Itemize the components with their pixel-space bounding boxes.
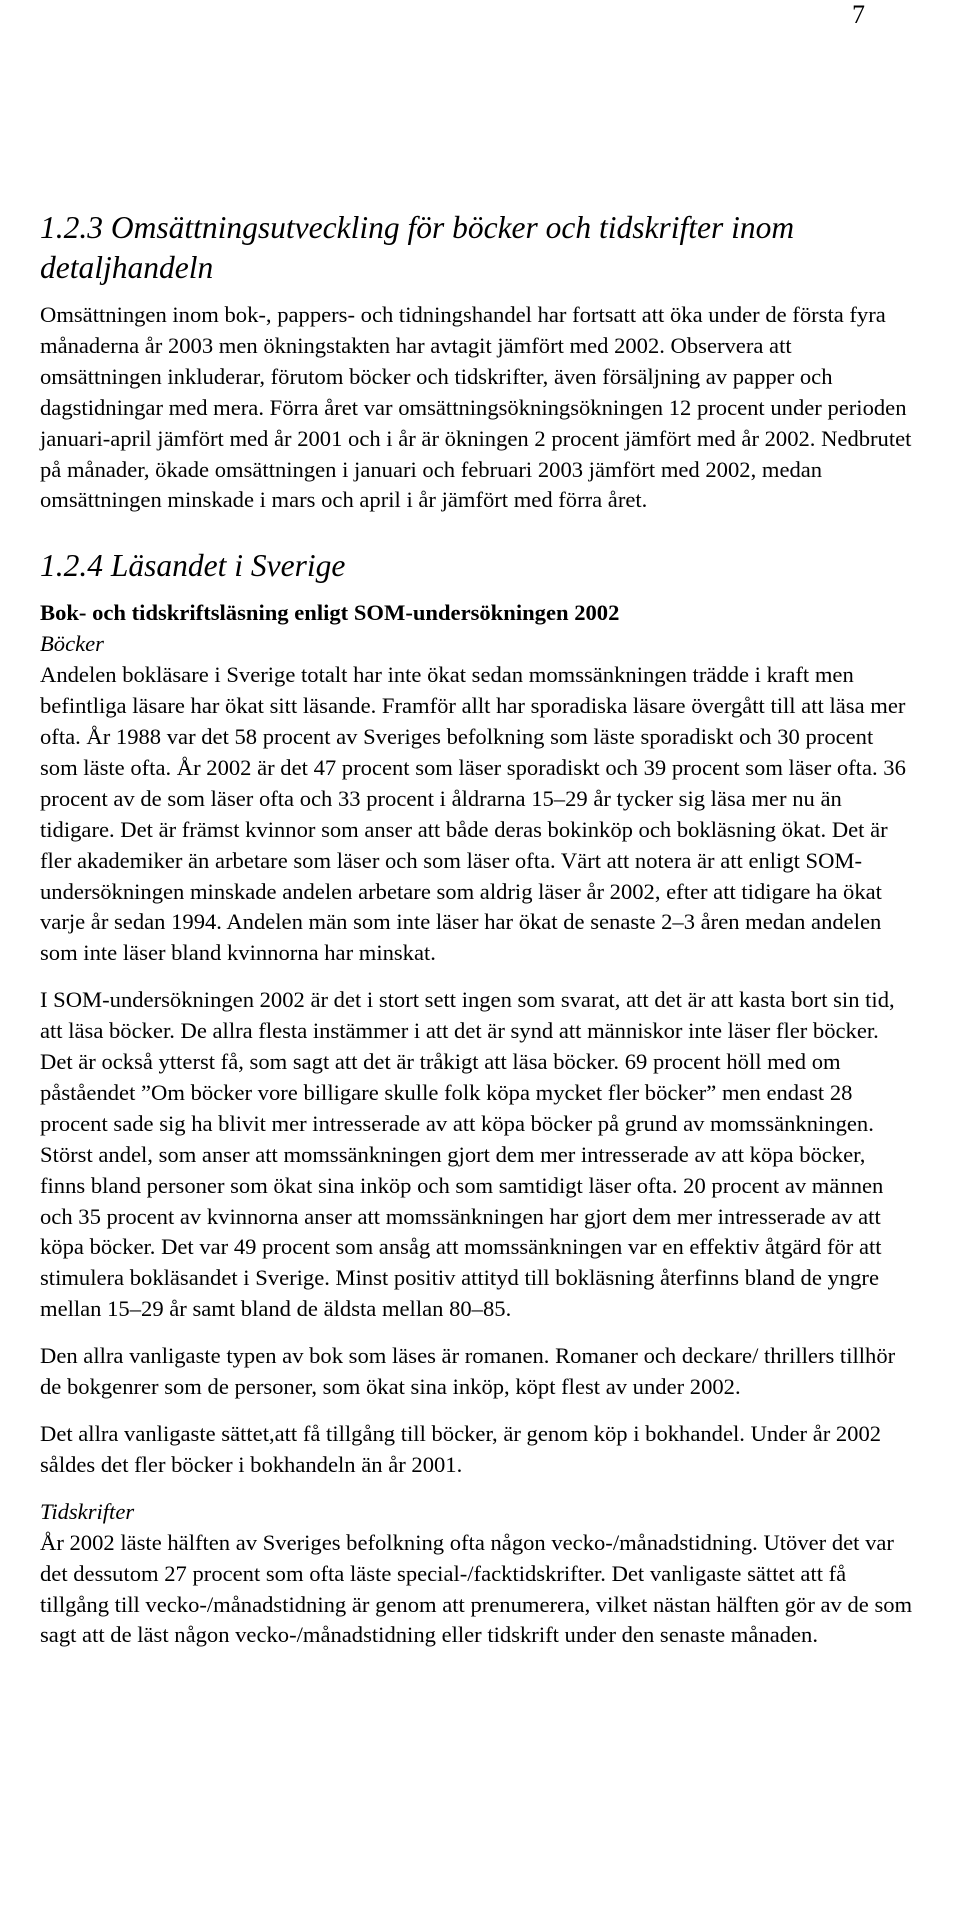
subheading-som-survey: Bok- och tidskriftsläsning enligt SOM-undersökningen 2002 <box>40 600 620 626</box>
paragraph-books-2: I SOM-undersökningen 2002 är det i stort sett ingen som svarat, att det är att kasta bort sin tid, att läsa böcker. De allra flesta instämmer i att det är synd att människor inte läser fler böcker. Det är också ytterst få, som sagt att det är tråkigt att läsa böcker. 69 procent höll med om påståendet ”Om böcker vore billigare skulle folk köpa mycket fler böcker” men endast 28 procent sade sig ha blivit mer intresserade av att köpa böcker på grund av momssänkningen. Störst andel, som anser att momssänkningen gjort dem mer intresserade av att köpa böcker, finns bland personer som ökat sina inköp och som samtidigt läser ofta. 20 procent av männen och 35 procent av kvinnorna anser att momssänkningen har gjort dem mer intresserade av att köpa böcker. Det var 49 procent som ansåg att momssänkningen var en effektiv åtgärd för att stimulera bokläsandet i Sverige. Minst positiv attityd till bokläsning återfinns bland de yngre mellan 15–29 år samt bland de äldsta mellan 80–85. <box>40 987 895 1322</box>
paragraph-books-4: Det allra vanligaste sättet,att få tillgång till böcker, är genom köp i bokhandel. Under år 2002 såldes det fler böcker i bokhandeln än år 2001. <box>40 1421 882 1477</box>
paragraph-books-1: Andelen bokläsare i Sverige totalt har inte ökat sedan momssänkningen trädde i kraft men befintliga läsare har ökat sitt läsande. Framför allt har sporadiska läsare övergått till att läsa mer ofta. År 1988 var det 58 procent av Sveriges befolkning som läste sporadiskt och 30 procent som läste ofta. År 2002 är det 47 procent som läser sporadiskt och 39 procent som läser ofta. 36 procent av de som läser ofta och 33 procent i åldrarna 15–29 år tycker sig läsa mer nu än tidigare. Det är främst kvinnor som anser att både deras bokinköp och bokläsning ökat. Det är fler akademiker än arbetare som läser och som läser ofta. Värt att notera är att enligt SOM-undersökningen minskade andelen arbetare som aldrig läser år 2002, efter att tidigare ha ökat varje år sedan 1994. Andelen män som inte läser har ökat de senaste 2–3 åren medan andelen som inte läser bland kvinnorna har minskat. <box>40 662 906 966</box>
section-heading-1-2-4: 1.2.4 Läsandet i Sverige <box>40 548 346 584</box>
subsection-label-books: Böcker <box>40 631 104 657</box>
subsection-label-magazines: Tidskrifter <box>40 1498 135 1524</box>
paragraph-magazines: År 2002 läste hälften av Sveriges befolkning ofta någon vecko-/månadstidning. Utöver det var det dessutom 27 procent som ofta läste special-/facktidskrifter. Det vanligaste sättet att få tillgång till vecko-/månadstidning är genom att prenumerera, vilket nästan hälften gör av de som sagt att de läst någon vecko-/månadstidning eller tidskrift under den senaste månaden. <box>40 1529 913 1648</box>
paragraph-turnover: Omsättningen inom bok-, pappers- och tidningshandel har fortsatt att öka under de första fyra månaderna år 2003 men ökningstakten har avtagit jämfört med 2002. Observera att omsättningen inkluderar, förutom böcker och tidskrifter, även försäljning av papper och dagstidningar med mera. Förra året var omsättningsökningsökningen 12 procent under perioden januari-april jämfört med år 2001 och i år är ökningen 2 procent jämfört med år 2002. Nedbrutet på månader, ökade omsättningen i januari och februari 2003 jämfört med 2002, medan omsättningen minskade i mars och april i år jämfört med förra året. <box>40 302 912 513</box>
section-heading-1-2-3: 1.2.3 Omsättningsutveckling för böcker och tidskrifter inom detaljhandeln <box>40 210 795 285</box>
paragraph-books-3: Den allra vanligaste typen av bok som läses är romanen. Romaner och deckare/ thrillers tillhör de bokgenrer som de personer, som ökat sina inköp, köpt flest av under 2002. <box>40 1343 896 1400</box>
document-body <box>40 208 916 1651</box>
page-number: 7 <box>852 0 865 29</box>
